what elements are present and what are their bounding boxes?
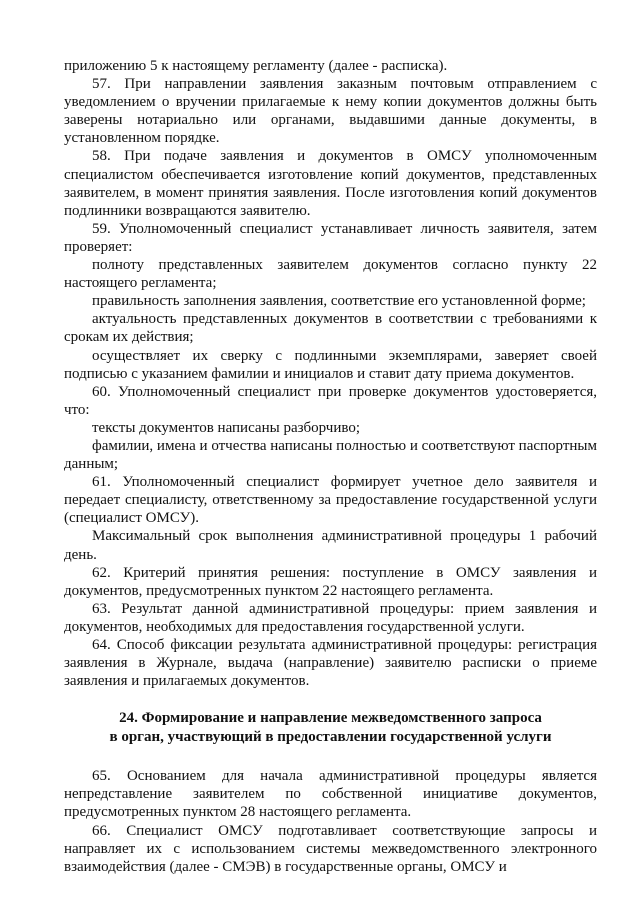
paragraph-63: 63. Результат данной административной процедуры: прием заявления и документов, необходимых для предоставления государственной услуги.: [64, 600, 597, 635]
paragraph-61-deadline: Максимальный срок выполнения административной процедуры 1 рабочий день.: [64, 528, 597, 563]
paragraph-59-item-2: правильность заполнения заявления, соответствие его установленной форме;: [92, 293, 586, 310]
section-heading-line-1: 24. Формирование и направление межведомственного запроса: [119, 710, 542, 727]
section-heading-line-2: в орган, участвующий в предоставлении государственной услуги: [109, 728, 552, 745]
section-heading: [64, 709, 597, 746]
paragraph-66: 66. Специалист ОМСУ подготавливает соответствующие запросы и направляет их с использованием системы межведомственного электронного взаимодействия (далее - СМЭВ) в государственные органы, ОМСУ и: [64, 822, 597, 875]
paragraph-62: 62. Критерий принятия решения: поступление в ОМСУ заявления и документов, предусмотренных пунктом 22 настоящего регламента.: [64, 564, 597, 599]
paragraph-59: 59. Уполномоченный специалист устанавливает личность заявителя, затем проверяет:: [64, 220, 597, 255]
paragraph-59-item-1: полноту представленных заявителем документов согласно пункту 22 настоящего регламента;: [64, 257, 597, 292]
paragraph-65: 65. Основанием для начала административной процедуры является непредставление заявителем по собственной инициативе документов, предусмотренных пунктом 28 настоящего регламента.: [64, 768, 597, 821]
paragraph-64: 64. Способ фиксации результата административной процедуры: регистрация заявления в Журнале, выдача (направление) заявителю расписки о приеме заявления и прилагаемых документов.: [64, 637, 597, 690]
paragraph-58: 58. При подаче заявления и документов в ОМСУ уполномоченным специалистом обеспечивается изготовление копий документов, представленных заявителем, в момент принятия заявления. После изготовления копий документов подлинники возвращаются заявителю.: [64, 148, 597, 219]
paragraph-60-item-2: фамилии, имена и отчества написаны полностью и соответствуют паспортным данным;: [64, 437, 597, 473]
paragraph-61: 61. Уполномоченный специалист формирует учетное дело заявителя и передает специалисту, ответственному за предоставление государственной услуги (специалист ОМСУ).: [64, 474, 597, 527]
paragraph-60-item-1: тексты документов написаны разборчиво;: [92, 419, 361, 436]
paragraph-59-item-3: актуальность представленных документов в соответствии с требованиями к срокам их действия;: [64, 311, 597, 346]
paragraph-59-item-4: осуществляет их сверку с подлинными экземплярами, заверяет своей подписью с указанием фамилии и инициалов и ставит дату приема документов.: [64, 347, 597, 382]
paragraph-continuation: приложению 5 к настоящему регламенту (далее - расписка).: [64, 58, 448, 74]
paragraph-60: 60. Уполномоченный специалист при проверке документов удостоверяется, что:: [64, 383, 597, 418]
paragraph-57: 57. При направлении заявления заказным почтовым отправлением с уведомлением о вручении прилагаемые к нему копии документов должны быть заверены нотариально или органами, выдавшими данные документы, в установленном порядке.: [64, 76, 597, 147]
